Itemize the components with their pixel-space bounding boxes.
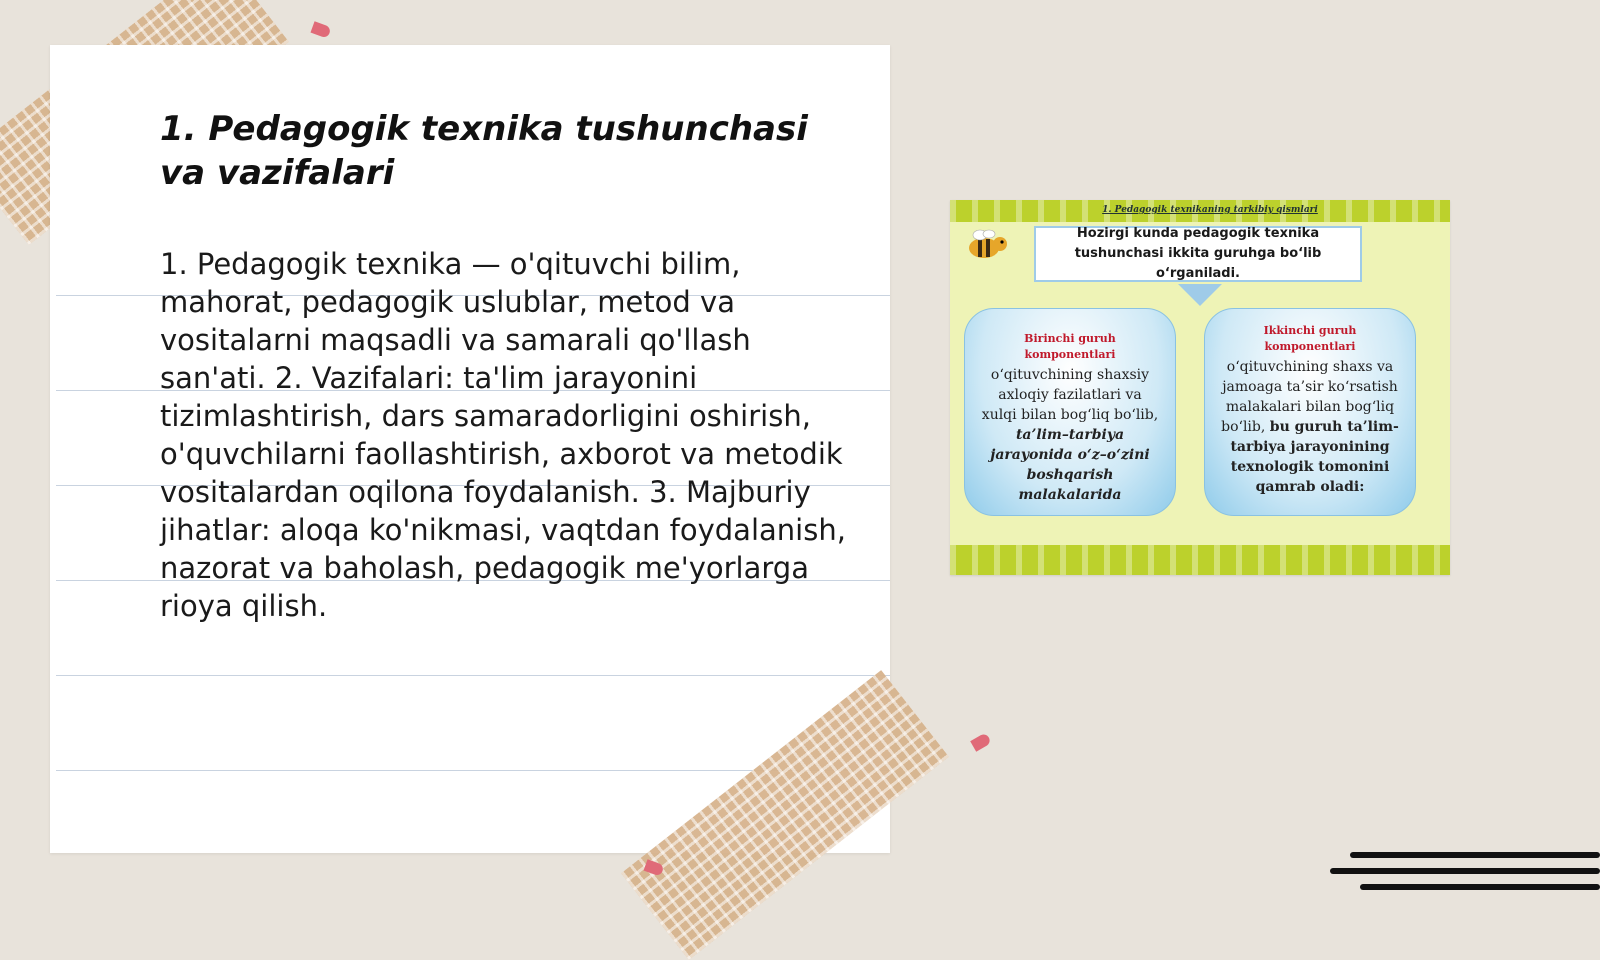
left-bubble-text: o‘qituvchining shaxsiy axloqiy fazilatlari va xulqi bilan bog‘liq bo‘lib, — [981, 367, 1159, 423]
figure-header: 1. Pedagogik texnikaning tarkibiy qismlari — [1102, 205, 1318, 215]
diagram-image — [950, 200, 1450, 575]
down-arrow-icon — [1178, 284, 1222, 306]
slide-title: 1. Pedagogik texnika tushunchasi va vazifalari — [160, 109, 808, 193]
left-bubble-title: Birinchi guruh komponentlari — [1024, 332, 1116, 361]
right-bubble-emphasis: bu guruh ta’lim-tarbiya jarayonining texnologik tomonini qamrab oladi: — [1230, 419, 1399, 495]
figure-bottom-band — [950, 545, 1450, 575]
tape-tip-decoration — [970, 732, 992, 751]
right-bubble-text: o‘qituvchining shaxs va jamoaga ta’sir ko‘rsatish malakalari bilan bog‘liq bo‘lib, — [1221, 359, 1398, 435]
scribble-decoration — [1330, 868, 1600, 874]
figure-main-box: Hozirgi kunda pedagogik texnika tushunchasi ikkita guruhga bo‘lib o‘rganiladi. — [1034, 226, 1362, 282]
scribble-decoration — [1360, 884, 1600, 890]
right-bubble-title: Ikkinchi guruh komponentlari — [1263, 324, 1357, 353]
left-bubble — [964, 308, 1176, 516]
slide-body-text: 1. Pedagogik texnika — o'qituvchi bilim, mahorat, pedagogik uslublar, metod va vositalarni maqsadli va samarali qo'llash san'ati. 2. Vazifalari: ta'lim jarayonini tizimlashtirish, dars samaradorligini oshirish, o'quvchilarni faollashtirish, axborot va metodik vositalardan oqilona foydalanish. 3. Majburiy jihatlar: aloqa ko'nikmasi, vaqtdan foydalanish, nazorat va baholash, pedagogik me'yorlarga rioya qilish. — [160, 247, 846, 623]
tape-tip-decoration — [310, 21, 331, 38]
scribble-decoration — [1350, 852, 1600, 858]
bee-icon — [962, 228, 1008, 262]
paper-rule-line — [56, 675, 890, 676]
right-bubble — [1204, 308, 1416, 516]
left-bubble-emphasis: ta’lim–tarbiya jarayonida o‘z–o‘zini boshqarish malakalarida — [990, 427, 1150, 503]
notebook-paper — [50, 45, 890, 853]
